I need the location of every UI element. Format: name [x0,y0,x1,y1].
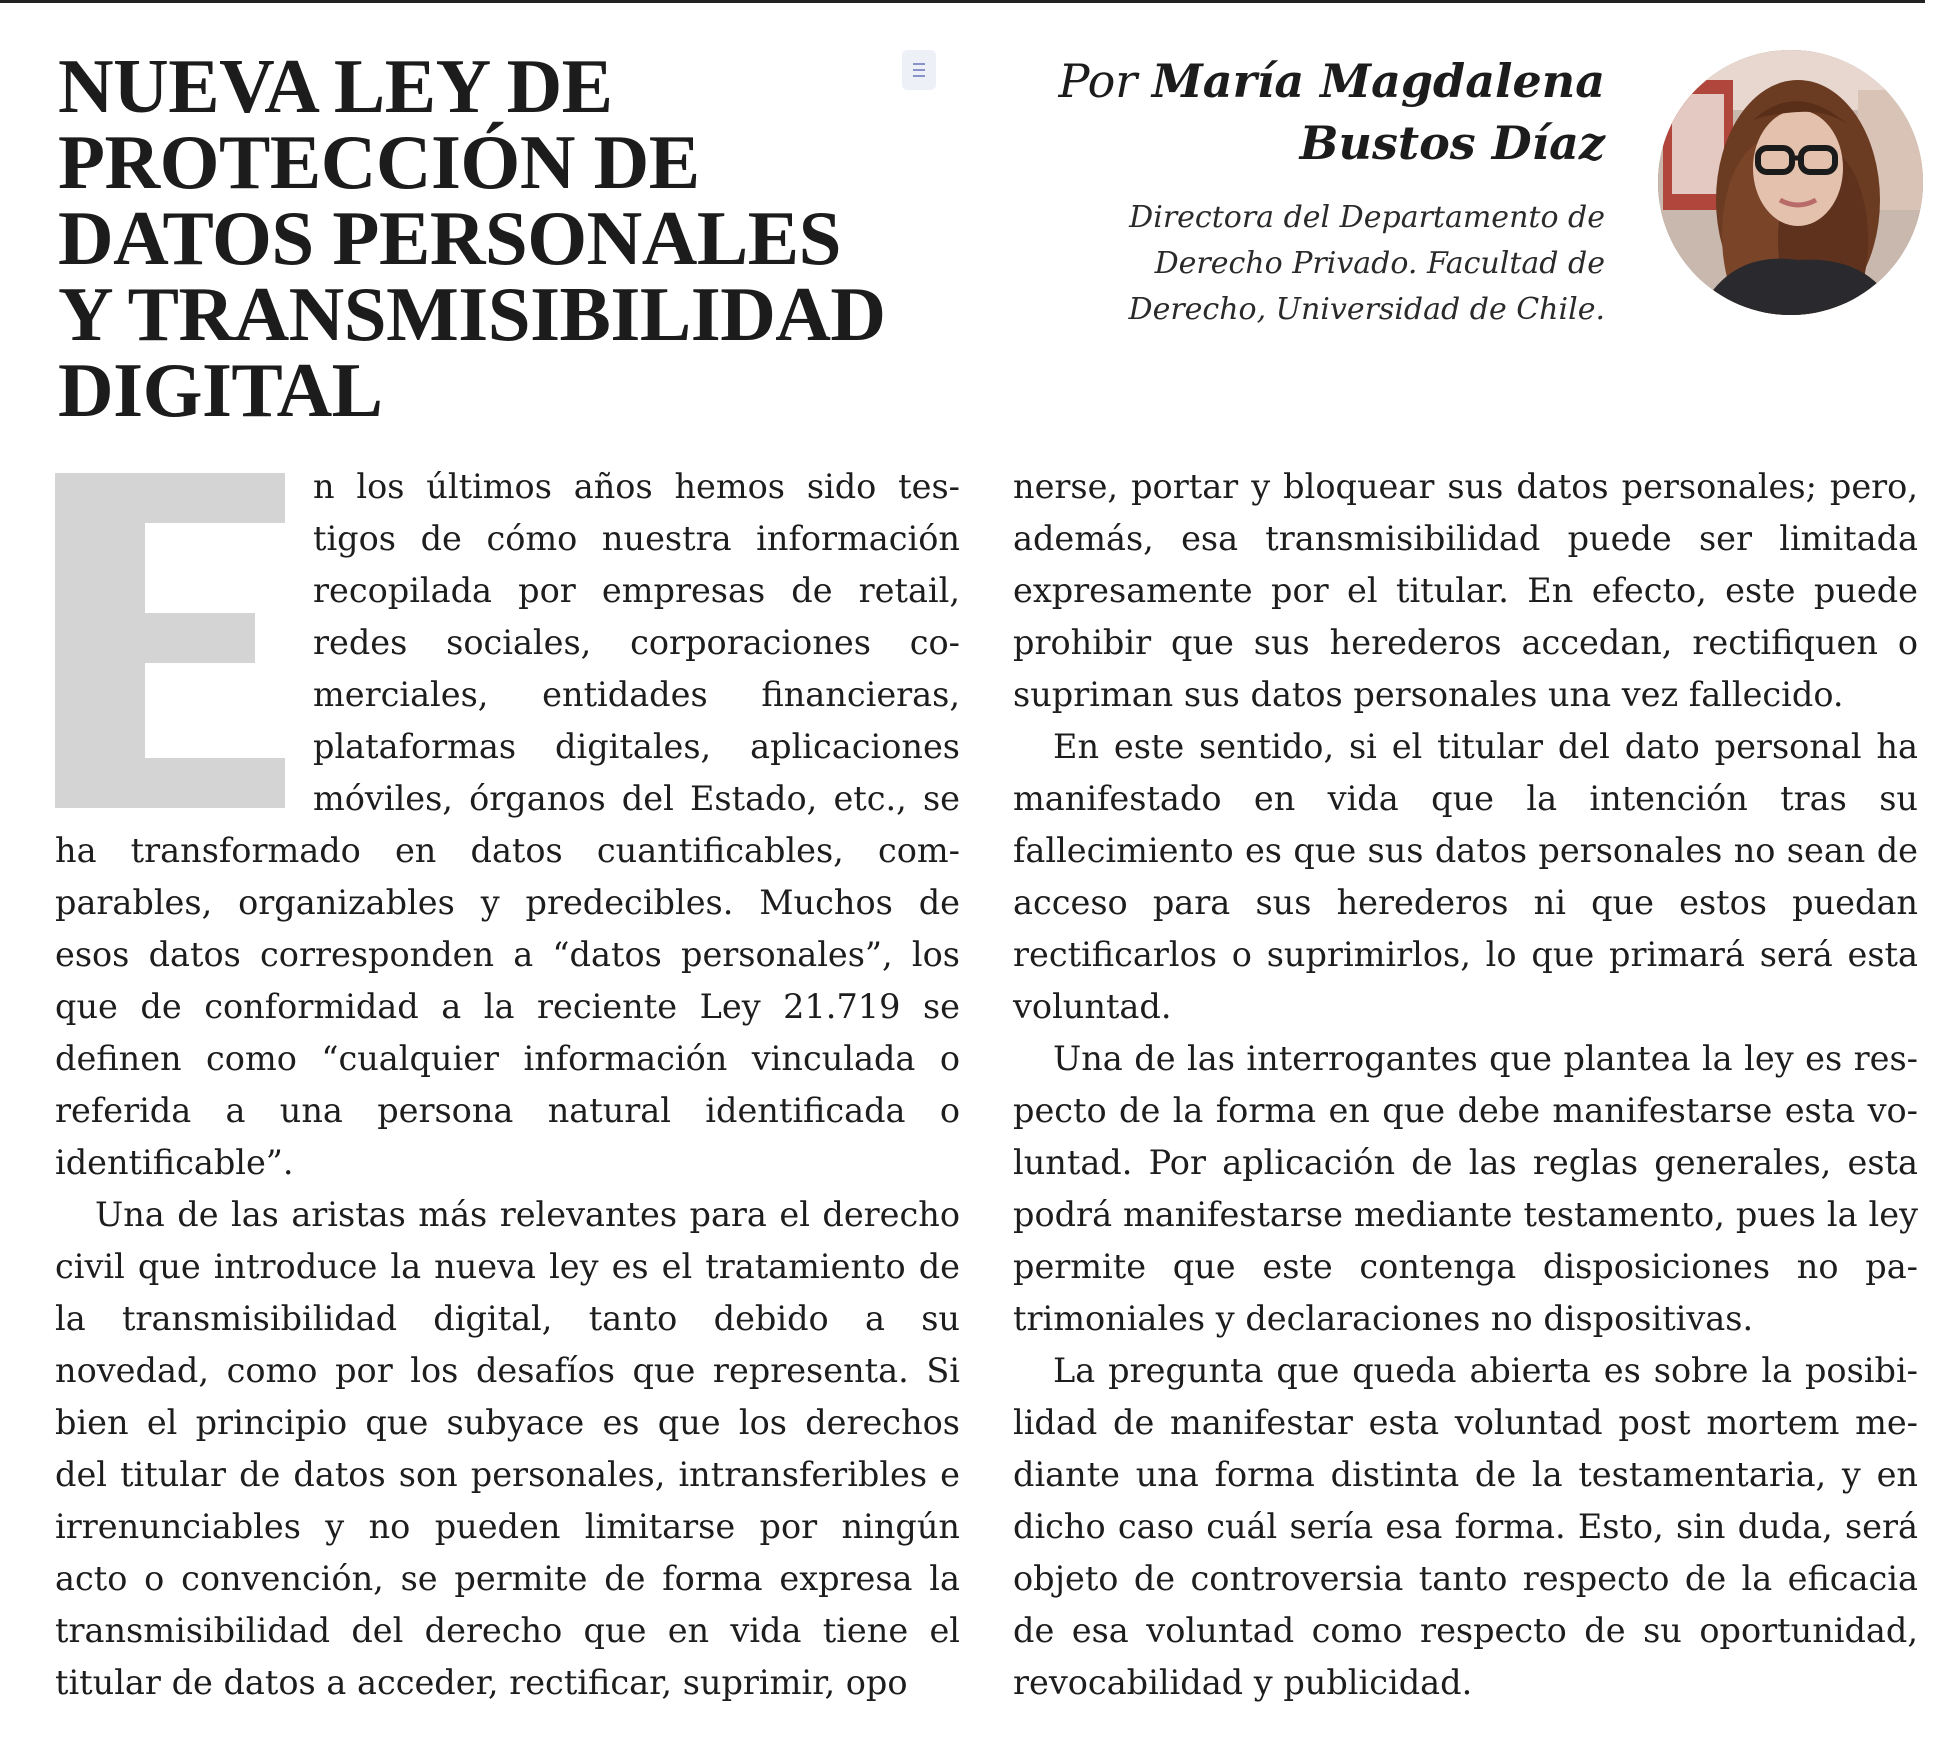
affiliation-line: Derecho Privado. Facultad de [1154,246,1605,281]
top-rule [0,0,1925,3]
paragraph: Una de las interrogantes que plantea la ley es respecto de la forma en que debe manifestarse esta voluntad. Por aplicación de las reglas generales, esta podrá manifestarse mediante testamento, pues la ley permite que este contenga disposiciones no patrimoniales y declaraciones no dispositivas. [1013,1039,1918,1338]
title-line: Y TRANSMISIBILIDAD [58,271,886,357]
title-line: NUEVA LEY DE [58,43,613,129]
title-line: PROTECCIÓN DE [58,119,700,205]
author-photo-illustration [1658,50,1923,315]
byline-prefix: Por [1058,54,1138,108]
author-photo [1658,50,1923,315]
author-affiliation [965,195,1605,333]
author-byline [885,50,1605,174]
affiliation-line: Derecho, Universidad de Chile. [1128,292,1605,327]
paragraph: En este sentido, si el titular del dato personal ha manifestado en vida que la intención tras su fallecimiento es que sus datos personales no sean de acceso para sus herederos ni que estos puedan rectificarlos o suprimirlos, lo que primará será esta voluntad. [1013,727,1918,1026]
paragraph: n los últimos años hemos sido testigos de cómo nuestra información recopilada por empresas de retail, redes sociales, corporaciones comerciales, entidades financieras, plataformas digitales, aplicaciones móviles, órganos del Estado, etc., se ha transformado en datos cuantificables, comparables, organizables y predecibles. Muchos de esos datos corresponden a “datos personales”, los que de conformidad a la reciente Ley 21.719 se definen como “cualquier información vinculada o referida a una persona natural identificada o identificable”. [55,467,960,1182]
paragraph: La pregunta que queda abierta es sobre la posibilidad de manifestar esta voluntad post mortem mediante una forma distinta de la testamentaria, y en dicho caso cuál sería esa forma. Esto, sin duda, será objeto de controversia tanto respecto de la eficacia de esa voluntad como respecto de su oportunidad, revocabilidad y publicidad. [1013,1351,1918,1702]
dropcap [55,473,285,808]
paragraph: nerse, portar y bloquear sus datos personales; pero, además, esa transmisibilidad puede ser limitada expresamente por el titular. En efecto, este puede prohibir que sus herederos accedan, rectifiquen o supriman sus datos personales una vez fallecido. [1013,467,1918,714]
article-title [58,43,938,433]
dropcap-letter [55,473,285,808]
paragraph: Una de las aristas más relevantes para el derecho civil que introduce la nueva ley es el tratamiento de la transmisibilidad digital, tanto debido a su novedad, como por los desafíos que representa. Si bien el principio que subyace es que los derechos del titular de datos son personales, intransferibles e irrenunciables y no pueden limitarse por ningún acto o convención, se permite de forma expresa la transmisibilidad del derecho que en vida tiene el titular de datos a acceder, rectificar, suprimir, opo [55,1195,960,1702]
title-line: DIGITAL [58,347,383,433]
title-line: DATOS PERSONALES [58,195,841,281]
affiliation-line: Directora del Departamento de [1129,200,1605,235]
author-name-line2: Bustos Díaz [1299,116,1605,170]
article-column-left [55,461,960,1709]
author-name-line1: María Magdalena [1151,54,1605,108]
article-column-right [1013,461,1918,1709]
